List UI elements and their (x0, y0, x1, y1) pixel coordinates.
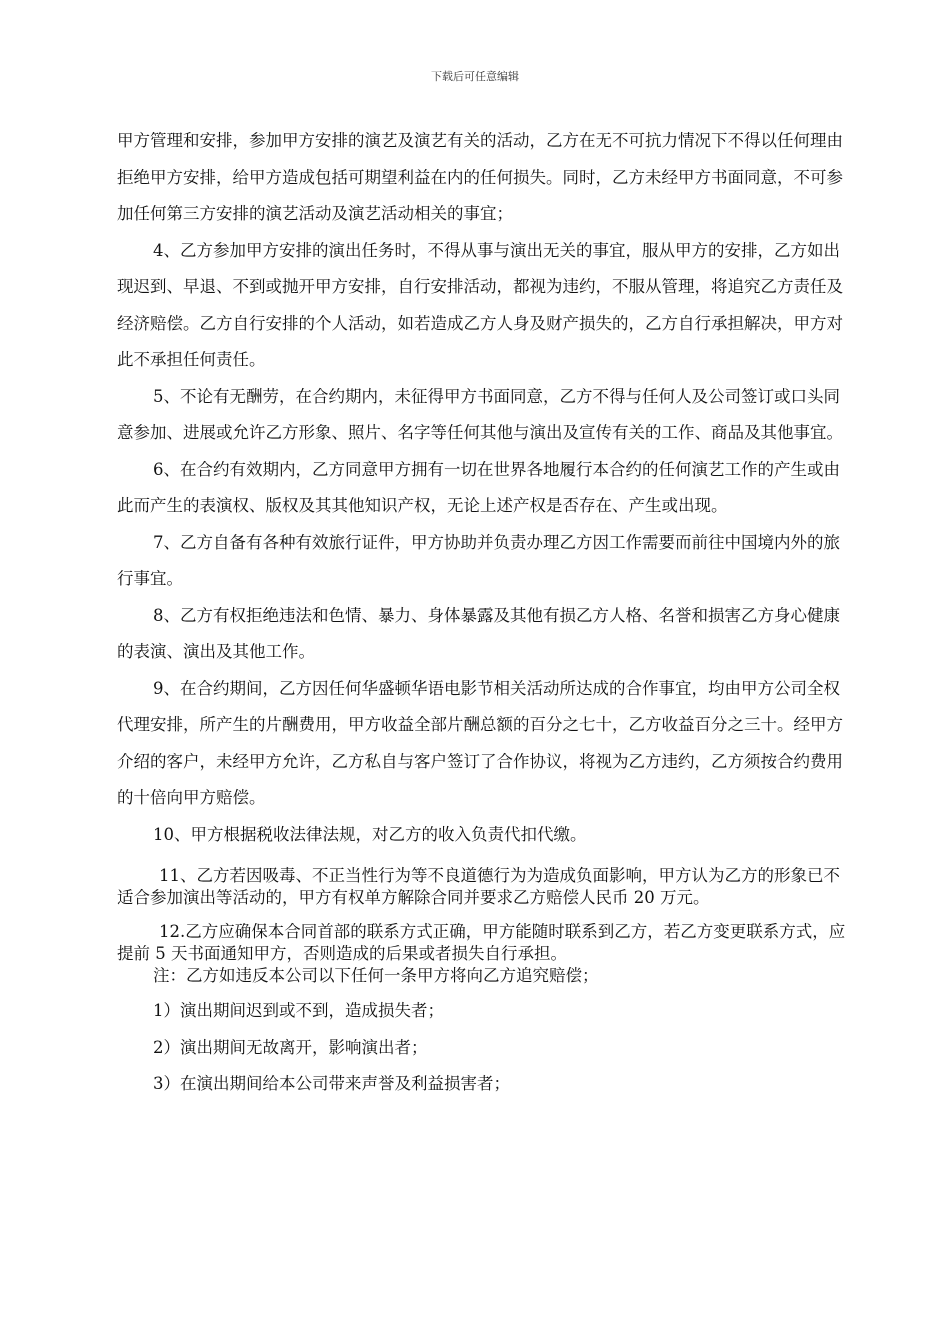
clause-12: 12.乙方应确保本合同首部的联系方式正确，甲方能随时联系到乙方，若乙方变更联系方式，应提前 5 天书面通知甲方，否则造成的后果或者损失自行承担。 (117, 922, 846, 963)
clause-10: 10、甲方根据税收法律法规，对乙方的收入负责代扣代缴。 (153, 824, 587, 844)
clause-5: 5、不论有无酬劳，在合约期内，未征得甲方书面同意，乙方不得与任何人及公司签订或口头同意参加、进展或允许乙方形象、照片、名字等任何其他与演出及宣传有关的工作、商品及其他事宜。 (117, 386, 843, 442)
paragraph-continuation: 甲方管理和安排，参加甲方安排的演艺及演艺有关的活动，乙方在无不可抗力情况下不得以任何理由拒绝甲方安排，给甲方造成包括可期望利益在内的任何损失。同时，乙方未经甲方书面同意，不可参加任何第三方安排的演艺活动及演艺活动相关的事宜； (117, 131, 843, 223)
note-item-1: 1）演出期间迟到或不到，造成损失者； (153, 1001, 444, 1020)
clause-8: 8、乙方有权拒绝违法和色情、暴力、身体暴露及其他有损乙方人格、名誉和损害乙方身心健康的表演、演出及其他工作。 (117, 605, 840, 661)
document-body (117, 123, 847, 1103)
clause-9: 9、在合约期间，乙方因任何华盛顿华语电影节相关活动所达成的合作事宜，均由甲方公司全权代理安排，所产生的片酬费用，甲方收益全部片酬总额的百分之七十，乙方收益百分之三十。经甲方介绍的客户，未经甲方允许，乙方私自与客户签订了合作协议，将视为乙方违约，乙方须按合约费用的十倍向甲方赔偿。 (117, 678, 843, 807)
note-item-3: 3）在演出期间给本公司带来声誉及利益损害者； (153, 1074, 510, 1093)
clause-7: 7、乙方自备有各种有效旅行证件，甲方协助并负责办理乙方因工作需要而前往中国境内外的旅行事宜。 (117, 532, 840, 588)
clause-4: 4、乙方参加甲方安排的演出任务时，不得从事与演出无关的事宜，服从甲方的安排，乙方如出现迟到、早退、不到或抛开甲方安排，自行安排活动，都视为违约，不服从管理，将追究乙方责任及经济赔偿。乙方自行安排的个人活动，如若造成乙方人身及财产损失的，乙方自行承担解决，甲方对此不承担任何责任。 (117, 240, 843, 369)
clause-11: 11、乙方若因吸毒、不正当性行为等不良道德行为为造成负面影响，甲方认为乙方的形象已不适合参加演出等活动的，甲方有权单方解除合同并要求乙方赔偿人民币 20 万元。 (117, 866, 840, 907)
clause-6: 6、在合约有效期内，乙方同意甲方拥有一切在世界各地履行本合约的任何演艺工作的产生或由此而产生的表演权、版权及其其他知识产权，无论上述产权是否存在、产生或出现。 (117, 459, 840, 515)
note-item-2: 2）演出期间无故离开，影响演出者； (153, 1037, 428, 1057)
note-heading: 注：乙方如违反本公司以下任何一条甲方将向乙方追究赔偿； (153, 966, 599, 985)
header-note: 下载后可任意编辑 (431, 70, 519, 83)
